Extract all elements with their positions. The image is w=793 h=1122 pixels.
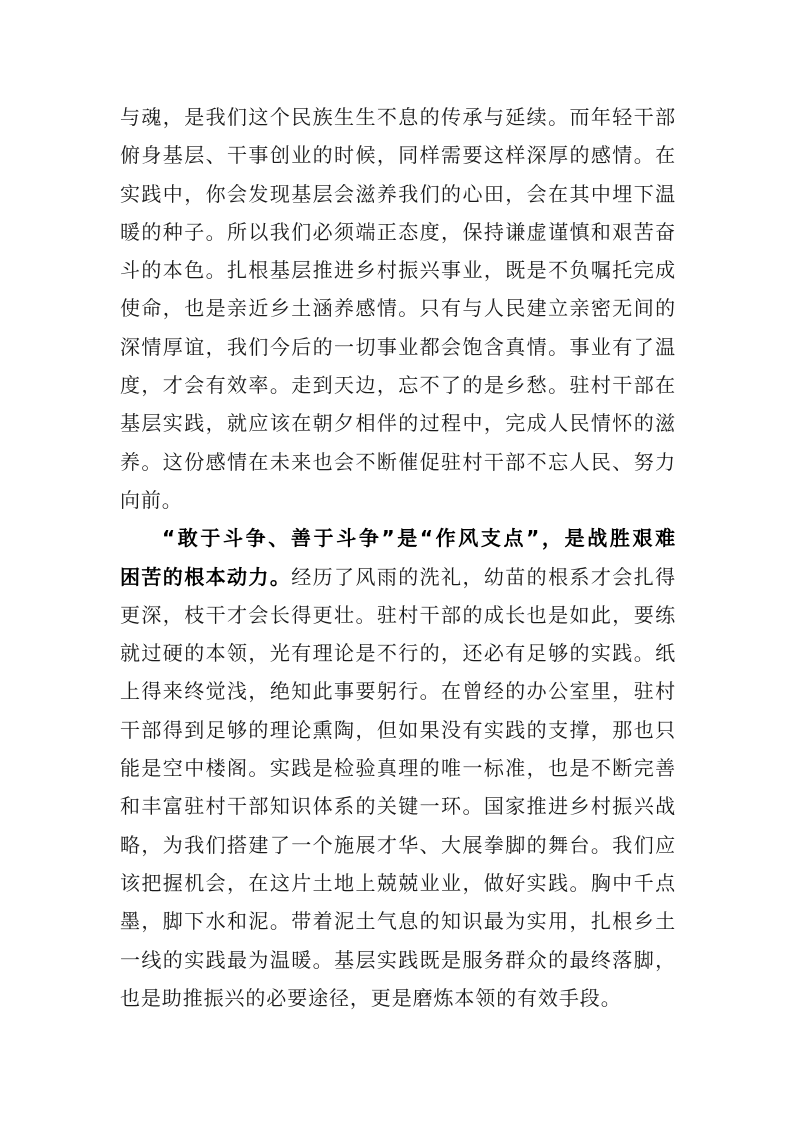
text-line: 俯身基层、干事创业的时候，同样需要这样深厚的感情。在 [120,143,676,168]
text-line: 该把握机会，在这片土地上兢兢业业，做好实践。胸中千点 [120,870,676,895]
text-line: 也是助推振兴的必要途径，更是磨炼本领的有效手段。 [120,985,622,1010]
text-line: 干部得到足够的理论熏陶，但如果没有实践的支撑，那也只 [120,717,676,742]
text-line: 实践中，你会发现基层会滋养我们的心田，会在其中埋下温 [120,181,676,206]
text-line: 基层实践，就应该在朝夕相伴的过程中，完成人民情怀的滋 [120,411,676,436]
text-run: 经历了风雨的洗礼，幼苗的根系才会扎得 [291,564,676,589]
text-line [120,558,676,596]
text-line: 与魂，是我们这个民族生生不息的传承与延续。而年轻干部 [120,105,676,129]
text-line: 度，才会有效率。走到天边，忘不了的是乡愁。驻村干部在 [120,373,676,398]
section-heading-continued: 困苦的根本动力。 [120,564,292,589]
text-line: 能是空中楼阁。实践是检验真理的唯一标准，也是不断完善 [120,756,676,781]
body-text [120,98,676,1017]
paragraph-2 [120,519,676,1017]
text-line: 和丰富驻村干部知识体系的关键一环。国家推进乡村振兴战 [120,794,676,819]
text-line: 深情厚谊，我们今后的一切事业都会饱含真情。事业有了温 [120,334,676,359]
text-line: 使命，也是亲近乡土涵养感情。只有与人民建立亲密无间的 [120,296,676,321]
text-line: 更深，枝干才会长得更壮。驻村干部的成长也是如此，要练 [120,602,676,627]
text-line: 就过硬的本领，光有理论是不行的，还必有足够的实践。纸 [120,641,676,666]
section-heading: “敢于斗争、善于斗争”是“作风支点”，是战胜艰难 [162,526,676,551]
paragraph-1 [120,98,676,519]
text-line: 一线的实践最为温暖。基层实践既是服务群众的最终落脚， [120,947,676,972]
text-line: 向前。 [120,487,183,512]
text-line: 上得来终觉浅，绝知此事要躬行。在曾经的办公室里，驻村 [120,679,676,704]
text-line: 斗的本色。扎根基层推进乡村振兴事业，既是不负嘱托完成 [120,258,676,283]
text-line: 略，为我们搭建了一个施展才华、大展拳脚的舞台。我们应 [120,832,676,857]
text-line: 暖的种子。所以我们必须端正态度，保持谦虚谨慎和艰苦奋 [120,219,676,244]
text-line: 养。这份感情在未来也会不断催促驻村干部不忘人民、努力 [120,449,676,474]
text-line: 墨，脚下水和泥。带着泥土气息的知识最为实用，扎根乡土 [120,909,676,934]
